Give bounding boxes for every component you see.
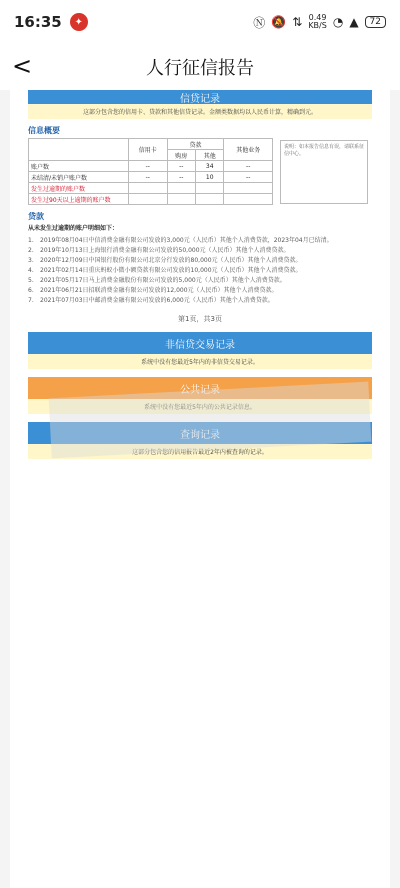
list-item: 2. 2019年10月13日上海银行消费金融有限公司发放的50,000元（人民币）其他个人消费贷款。: [28, 247, 290, 254]
signal-icon: ▲: [349, 15, 359, 29]
list-item: 1. 2019年08月04日中信消费金融有限公司发放的3,000元（人民币）其他个人消费贷款，2023年04月已结清。: [28, 237, 333, 244]
wifi-icon: ◔: [332, 15, 344, 29]
summary-table: 信用卡 贷款 其他业务 购房 其他 账户数 -- -- 34 -- 未结清/未销户账户数 -- -- 10 -- 发生过逾期的账户数 发生过90天以上逾期的账户数: [28, 138, 273, 205]
list-item: 7. 2021年07月03日中邮消费金融有限公司发放的6,000元（人民币）其他个人消费贷款。: [28, 297, 274, 304]
public-record-note: 系统中没有您最近5年内的公共记录信息。: [28, 399, 372, 414]
page-number: 第1页，共3页: [178, 315, 222, 323]
list-item: 3. 2020年12月09日中国银行股份有限公司北京分行发放的80,000元（人民币）其他个人消费贷款。: [28, 257, 302, 264]
credit-record-band: 信贷记录: [28, 90, 372, 104]
nfc-icon: Ⓝ: [253, 15, 266, 30]
credit-record-note: 这部分包含您的信用卡、贷款和其他信贷记录。金额类数据均以人民币计算，精确到元。: [28, 104, 372, 119]
summary-note: 说明：如本报告信息有误，请联系征信中心。: [280, 140, 368, 204]
query-record-band: 查询记录: [28, 422, 372, 444]
back-icon[interactable]: <: [12, 52, 33, 80]
top-navbar: [0, 44, 400, 90]
list-item: 5. 2021年05月17日马上消费金融股份有限公司发放的5,000元（人民币）其他个人消费贷款。: [28, 277, 286, 284]
network-speed: 0.49 KB/S: [308, 13, 327, 30]
loan-list: [28, 236, 372, 306]
list-item: 4. 2021年02月14日重庆蚂蚁小微小额贷款有限公司发放的10,000元（人民币）其他个人消费贷款。: [28, 267, 302, 274]
non-credit-note: 系统中没有您最近5年内的非信贷交易记录。: [28, 354, 372, 369]
data-icon: ⇅: [292, 15, 303, 29]
list-item: 6. 2021年06月21日招联消费金融有限公司发放的12,000元（人民币）其他个人消费贷款。: [28, 287, 278, 294]
status-bar: [0, 0, 400, 44]
public-record-band: 公共记录: [28, 377, 372, 399]
status-time: 16:35: [14, 13, 62, 31]
notification-icon: ✦: [70, 13, 88, 31]
query-record-note: 这部分包含您的信用报告最近2年内被查询的记录。: [28, 444, 372, 459]
report-document[interactable]: [10, 90, 390, 888]
summary-title: 信息概要: [28, 126, 60, 135]
loan-title: 贷款: [28, 212, 44, 221]
page-title: 人行征信报告: [146, 58, 254, 79]
battery-indicator: 72: [365, 16, 386, 28]
loan-subtitle: 从未发生过逾期的账户明细如下：: [28, 225, 119, 232]
mute-icon: 🔕: [271, 15, 287, 29]
non-credit-band: 非信贷交易记录: [28, 332, 372, 354]
